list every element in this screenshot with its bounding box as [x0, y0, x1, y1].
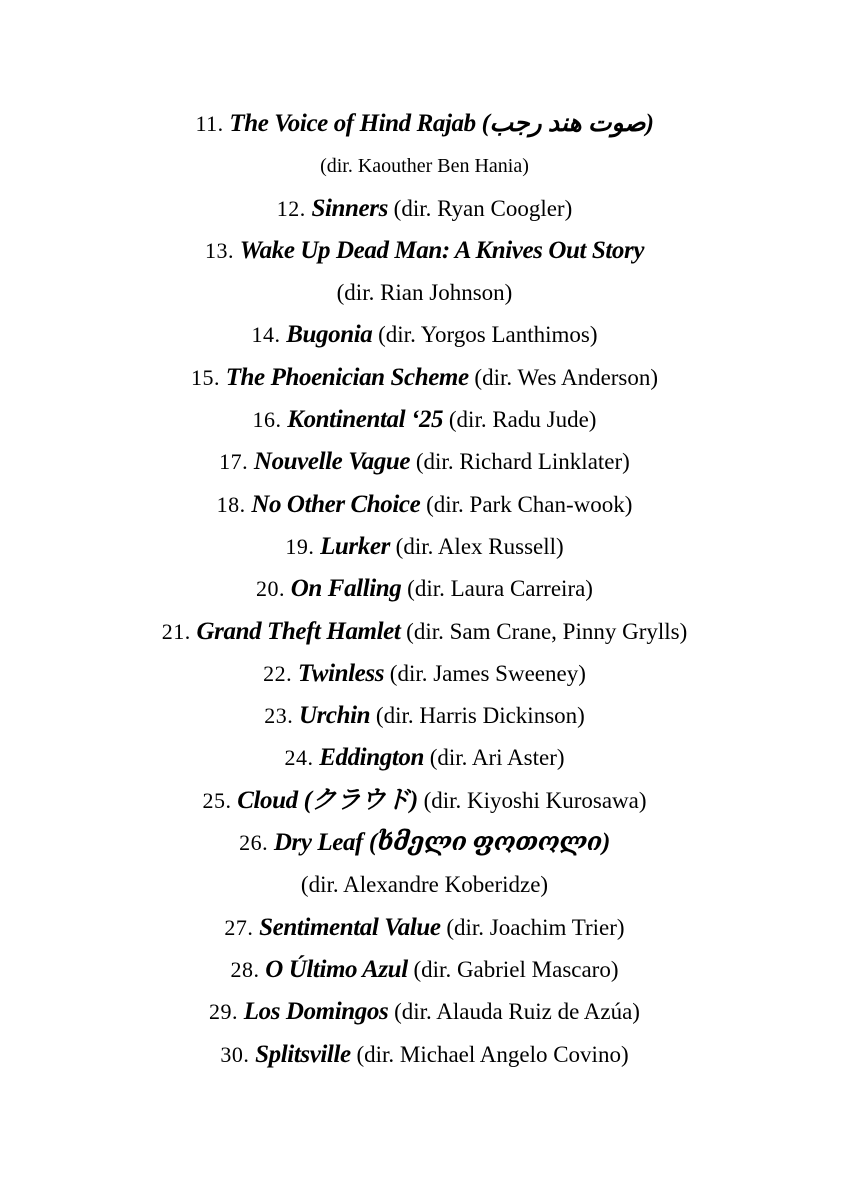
list-item [0, 695, 849, 737]
film-title: Dry Leaf (ხმელი ფოთოლი) [273, 829, 610, 857]
director-credit: (dir. Alauda Ruiz de Azúa) [394, 999, 640, 1025]
film-title: Splitsville [255, 1040, 351, 1068]
director-credit: (dir. Sam Crane, Pinny Grylls) [406, 618, 688, 644]
director-credit: (dir. Harris Dickinson) [375, 703, 585, 729]
film-title: The Phoenician Scheme [225, 363, 469, 391]
film-title: Sinners [311, 194, 388, 222]
list-item [0, 611, 849, 653]
list-item [0, 568, 849, 610]
film-title: Los Domingos [243, 998, 389, 1026]
item-number: 25. [202, 787, 232, 813]
film-title: Eddington [319, 744, 424, 772]
director-credit: (dir. Richard Linklater) [415, 449, 630, 475]
item-number: 17. [219, 449, 249, 475]
list-item [0, 949, 849, 991]
item-number: 19. [285, 533, 315, 559]
list-item [0, 991, 849, 1033]
film-title: Sentimental Value [259, 913, 441, 941]
item-number: 15. [190, 364, 220, 390]
item-number: 16. [252, 407, 282, 433]
director-credit: (dir. Kaouther Ben Hania) [320, 155, 529, 178]
item-number: 18. [216, 491, 246, 517]
film-title: O Último Azul [265, 955, 408, 983]
director-credit: (dir. James Sweeney) [389, 660, 586, 686]
list-item [0, 484, 849, 526]
list-item [0, 780, 849, 822]
film-title: Bugonia [286, 321, 373, 349]
list-item [0, 653, 849, 695]
list-item [0, 357, 849, 399]
director-credit: (dir. Rian Johnson) [336, 280, 513, 306]
list-item [0, 314, 849, 356]
director-line [0, 864, 849, 906]
director-credit: (dir. Gabriel Mascaro) [413, 956, 619, 982]
director-credit: (dir. Radu Jude) [448, 407, 597, 433]
film-title: Lurker [320, 532, 390, 560]
item-number: 28. [230, 956, 260, 982]
film-title: On Falling [290, 575, 402, 603]
list-item [0, 188, 849, 230]
film-title: Kontinental ‘25 [287, 406, 444, 434]
item-number: 13. [204, 237, 234, 263]
item-number: 22. [263, 660, 293, 686]
item-number: 24. [284, 745, 314, 771]
director-credit: (dir. Yorgos Lanthimos) [378, 322, 598, 348]
film-title: Nouvelle Vague [253, 448, 411, 476]
list-item [0, 441, 849, 483]
director-credit: (dir. Joachim Trier) [446, 914, 625, 940]
film-title: The Voice of Hind Rajab (صوت هند رجب) [229, 110, 654, 137]
director-line [0, 272, 849, 314]
film-title: Cloud (クラウド) [237, 786, 418, 814]
item-number: 11. [195, 111, 224, 136]
item-number: 27. [224, 914, 254, 940]
item-number: 29. [209, 999, 239, 1025]
director-credit: (dir. Kiyoshi Kurosawa) [423, 787, 647, 813]
item-number: 23. [264, 703, 294, 729]
item-number: 26. [239, 830, 269, 856]
director-credit: (dir. Ari Aster) [429, 745, 565, 771]
item-number: 14. [251, 322, 281, 348]
list-item [0, 526, 849, 568]
film-list [0, 103, 849, 1076]
list-item [0, 737, 849, 779]
director-credit: (dir. Alexandre Koberidze) [300, 872, 549, 898]
item-number: 12. [276, 195, 306, 221]
director-credit: (dir. Michael Angelo Covino) [356, 1041, 629, 1067]
list-item [0, 907, 849, 949]
list-item [0, 230, 849, 272]
director-credit: (dir. Alex Russell) [395, 533, 564, 559]
director-credit: (dir. Laura Carreira) [407, 576, 593, 602]
director-credit: (dir. Wes Anderson) [474, 364, 659, 390]
list-item [0, 822, 849, 864]
list-item [0, 103, 849, 145]
film-title: Urchin [298, 702, 371, 730]
film-title: No Other Choice [251, 490, 421, 518]
film-title: Wake Up Dead Man: A Knives Out Story [239, 236, 645, 264]
list-item [0, 1034, 849, 1076]
item-number: 20. [256, 576, 286, 602]
director-line [0, 145, 849, 187]
item-number: 21. [161, 618, 191, 644]
list-item [0, 399, 849, 441]
director-credit: (dir. Park Chan-wook) [426, 491, 633, 517]
film-title: Twinless [297, 659, 385, 687]
film-title: Grand Theft Hamlet [196, 617, 401, 645]
item-number: 30. [220, 1041, 250, 1067]
director-credit: (dir. Ryan Coogler) [393, 195, 573, 221]
